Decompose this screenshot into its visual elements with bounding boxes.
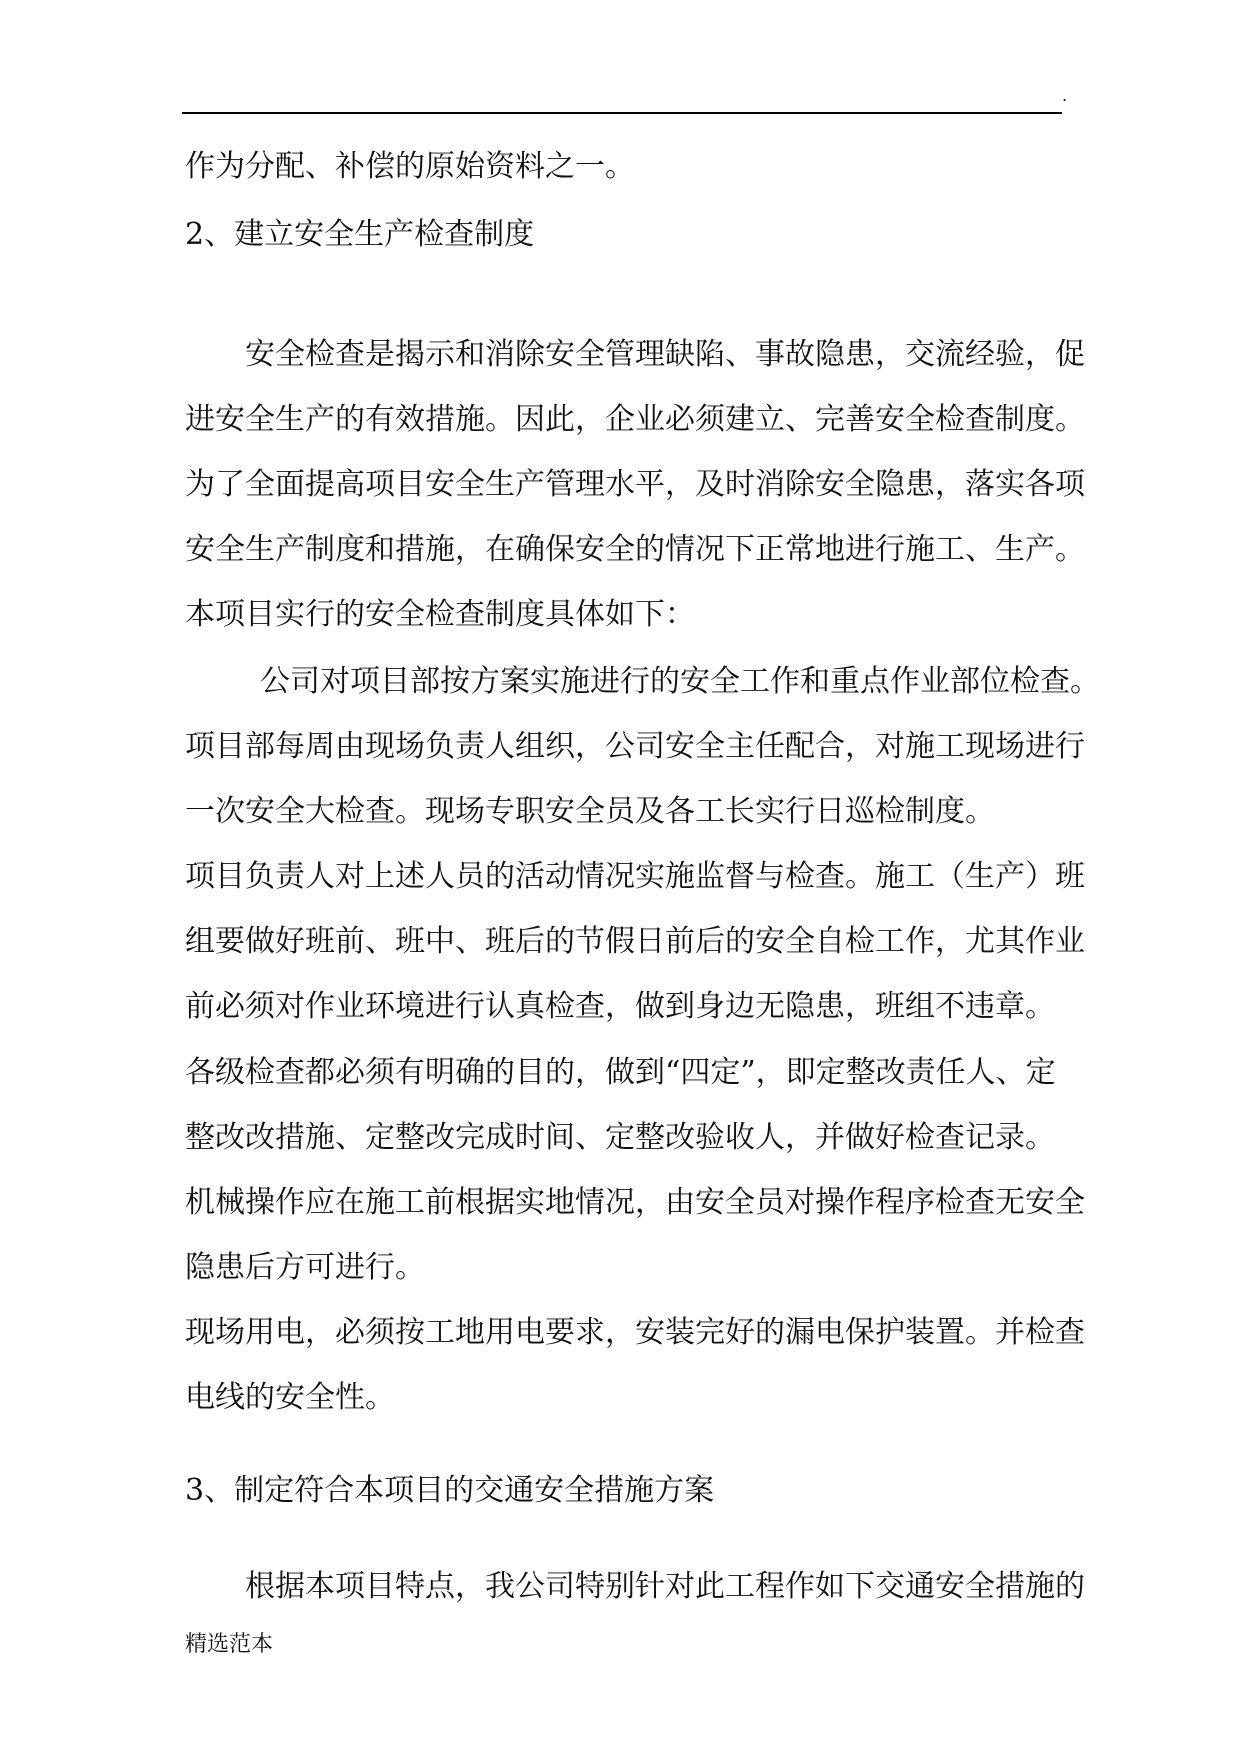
- body-line: 公司对项目部按方案实施进行的安全工作和重点作业部位检查。: [260, 664, 1100, 699]
- body-line: 根据本项目特点，我公司特别针对此工程作如下交通安全措施的: [245, 1569, 1085, 1604]
- body-line: 本项目实行的安全检查制度具体如下：: [185, 597, 695, 632]
- body-line: 现场用电，必须按工地用电要求，安装完好的漏电保护装置。并检查: [185, 1315, 1085, 1350]
- body-line: 前必须对作业环境进行认真检查，做到身边无隐患，班组不违章。: [185, 989, 1055, 1024]
- section-heading: 2、建立安全生产检查制度: [185, 217, 535, 252]
- header-mark: .: [1062, 86, 1068, 105]
- body-line: 组要做好班前、班中、班后的节假日前后的安全自检工作，尤其作业: [185, 924, 1085, 959]
- footer-label: 精选范本: [185, 1632, 274, 1657]
- body-line: 项目负责人对上述人员的活动情况实施监督与检查。施工（生产）班: [185, 859, 1085, 894]
- body-line: 安全检查是揭示和消除安全管理缺陷、事故隐患，交流经验，促: [245, 337, 1085, 372]
- section-heading: 3、制定符合本项目的交通安全措施方案: [185, 1473, 715, 1508]
- header-rule: [182, 112, 1062, 114]
- body-line: 一次安全大检查。现场专职安全员及各工长实行日巡检制度。: [185, 794, 995, 829]
- body-line: 各级检查都必须有明确的目的，做到“四定”，即定整改责任人、定: [185, 1055, 1056, 1090]
- body-line: 为了全面提高项目安全生产管理水平，及时消除安全隐患，落实各项: [185, 467, 1085, 502]
- body-line: 安全生产制度和措施，在确保安全的情况下正常地进行施工、生产。: [185, 532, 1085, 567]
- body-line: 进安全生产的有效措施。因此，企业必须建立、完善安全检查制度。: [185, 402, 1085, 437]
- body-line: 作为分配、补偿的原始资料之一。: [185, 149, 635, 184]
- body-line: 整改改措施、定整改完成时间、定整改验收人，并做好检查记录。: [185, 1120, 1055, 1155]
- body-line: 隐患后方可进行。: [185, 1250, 425, 1285]
- body-line: 项目部每周由现场负责人组织，公司安全主任配合，对施工现场进行: [185, 729, 1085, 764]
- body-line: 电线的安全性。: [185, 1380, 395, 1415]
- body-line: 机械操作应在施工前根据实地情况，由安全员对操作程序检查无安全: [185, 1185, 1085, 1220]
